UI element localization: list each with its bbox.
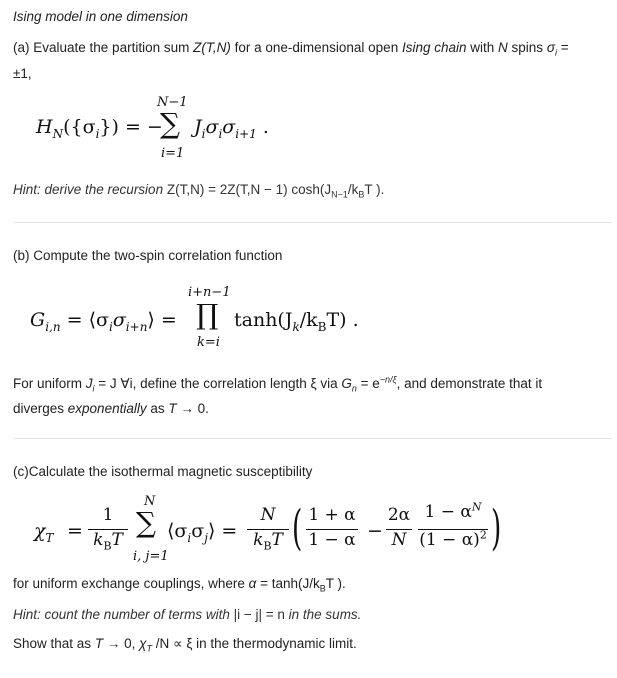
- hint-eq-sub: N−1: [331, 189, 348, 200]
- part-a-n: N: [498, 40, 508, 55]
- right-paren: ): [491, 500, 502, 556]
- frac3-den: 1 − α: [308, 530, 356, 550]
- left-paren: (: [292, 500, 303, 556]
- tanh-b: B: [317, 319, 327, 334]
- minus-sign: −: [367, 520, 383, 542]
- frac5-num: [418, 502, 488, 522]
- part-c-hint: [13, 607, 361, 622]
- frac2-b: B: [263, 539, 272, 553]
- frac1-t: T: [111, 530, 123, 550]
- part-a-text-4: spins: [507, 40, 547, 55]
- c-hint-text-2: in the sums.: [284, 607, 362, 622]
- part-a-text-5: =: [556, 40, 569, 55]
- sum-lower-limit: i=1: [161, 146, 185, 161]
- b-line1-h: , and demonstrate that it: [396, 376, 543, 391]
- c-last-b: → 0,: [103, 636, 140, 651]
- part-a-line-2: ±1,: [13, 66, 32, 81]
- b-line1-d: , define the correlation length: [132, 376, 311, 391]
- b-line2-c: → 0.: [176, 401, 209, 416]
- corr-open: ⟨σ: [167, 520, 188, 542]
- frac5-den: [418, 530, 488, 550]
- correlation-lhs: [30, 309, 177, 334]
- hamiltonian-lhs: [36, 116, 163, 141]
- part-a-text-2: for a one-dimensional open: [230, 40, 402, 55]
- hamiltonian-arg: ({σ: [63, 116, 96, 138]
- correlation-g-sub: i,n: [45, 319, 61, 334]
- b-line1-g-sub: n: [351, 383, 357, 394]
- sum-upper-limit: N−1: [157, 95, 188, 110]
- tanh-kb: /k: [299, 309, 318, 331]
- corr-j: j: [204, 530, 208, 545]
- frac1-k: k: [93, 530, 104, 550]
- c-last-d: in the thermodynamic limit.: [192, 636, 357, 651]
- correlation-g: G: [30, 309, 46, 331]
- c-line1-b: = tanh(J/k: [256, 576, 320, 591]
- c-last-c: /N ∝ ξ: [151, 636, 193, 651]
- c-last-t: T: [94, 636, 104, 651]
- b-line1-g: G: [341, 376, 352, 391]
- c-hint-label: Hint:: [13, 607, 41, 622]
- b-line2-a: diverges: [13, 401, 68, 416]
- hamiltonian-h: H: [36, 116, 53, 138]
- sum-symbol: ∑: [160, 107, 180, 140]
- product-lower-limit: k=i: [197, 335, 220, 350]
- hamiltonian-arg-sub: i: [95, 126, 100, 141]
- sum2-symbol: ∑: [136, 506, 156, 539]
- susceptibility-lhs: [34, 520, 54, 545]
- b-line1-a: For uniform: [13, 376, 86, 391]
- correlation-sigma-sub: i: [108, 319, 113, 334]
- correlation-bracket: = ⟨σ: [60, 309, 109, 331]
- part-a-z: Z(T,N): [193, 40, 231, 55]
- frac2-num: N: [260, 505, 276, 525]
- b-line1-f: = e: [356, 376, 380, 391]
- hamiltonian-end: .: [256, 116, 269, 138]
- corr-close: ⟩: [207, 520, 216, 542]
- coupling-j: J: [194, 116, 202, 138]
- c-line1-a: for uniform exchange couplings, where: [13, 576, 249, 591]
- correlation-sigma-2-sub: i+n: [125, 319, 148, 334]
- frac1-b: B: [103, 539, 112, 553]
- chi-sub: T: [45, 530, 54, 545]
- c-last-a: Show that as: [13, 636, 95, 651]
- frac1-num: 1: [102, 505, 114, 525]
- sum2-lower-limit: i, j=1: [133, 549, 169, 564]
- c-last-chi: χ: [139, 636, 147, 651]
- b-line1-j-sub: i: [92, 383, 95, 394]
- b-line1-j: J: [85, 376, 93, 391]
- divider-1: [14, 222, 612, 223]
- divider-2: [14, 438, 612, 439]
- part-a-text-1: (a) Evaluate the partition sum: [13, 40, 194, 55]
- equals-2: =: [221, 520, 238, 542]
- part-c-statement: (c)Calculate the isothermal magnetic susceptibility: [13, 464, 313, 479]
- frac2-den: [247, 530, 289, 553]
- c-line1-alpha: α: [248, 576, 257, 591]
- hint-eq-sub-2: B: [358, 189, 365, 200]
- coupling-j-sub: i: [201, 126, 206, 141]
- hamiltonian-rhs: [194, 116, 269, 141]
- corr-i: i: [187, 530, 192, 545]
- part-c-last-line: [13, 636, 357, 652]
- hint-eq-2: /k: [347, 182, 359, 197]
- frac4-den: N: [391, 530, 407, 550]
- tanh-end: T) .: [326, 309, 359, 331]
- hint-text: derive the recursion: [40, 182, 167, 197]
- hamiltonian-eq: }) = −: [99, 116, 163, 138]
- b-line1-c: = J ∀i: [94, 376, 133, 391]
- c-last-chi-sub: T: [146, 643, 152, 654]
- frac5-den-text: (1 − α): [419, 530, 480, 550]
- hint-label: Hint:: [13, 182, 41, 197]
- frac2-t: T: [271, 530, 283, 550]
- hint-eq: Z(T,N) = 2Z(T,N − 1) cosh(J: [166, 182, 332, 197]
- correlation-term: [167, 520, 238, 545]
- frac5-num-text: 1 − α: [424, 502, 472, 522]
- c-line1-c: T ).: [325, 576, 346, 591]
- page-title: Ising model in one dimension: [13, 9, 188, 24]
- part-a-sigma: σ: [546, 40, 555, 55]
- spin-sigma-2-sub: i+1: [235, 126, 257, 141]
- b-line2-exp: exponentially: [67, 401, 147, 416]
- b-line2-b: as: [146, 401, 169, 416]
- c-hint-text: count the number of terms with: [40, 607, 234, 622]
- part-b-statement: (b) Compute the two-spin correlation function: [13, 248, 283, 263]
- part-c-line-1: [13, 576, 346, 594]
- frac2-k: k: [253, 530, 264, 550]
- tanh-sub: k: [292, 319, 300, 334]
- frac4-num: 2α: [387, 505, 411, 525]
- product-upper-limit: i+n−1: [188, 285, 231, 300]
- b-line2-t: T: [168, 401, 177, 416]
- spin-sigma-1: σ: [205, 116, 219, 138]
- b-line1-xi: ξ: [310, 376, 317, 391]
- frac5-den-sup: 2: [479, 528, 487, 542]
- spin-sigma-2: σ: [222, 116, 236, 138]
- tanh-term: tanh(J: [234, 309, 293, 331]
- corr-sigma: σ: [191, 520, 205, 542]
- hint-eq-3: T ).: [364, 182, 385, 197]
- hamiltonian-n: N: [52, 126, 64, 141]
- part-a-statement: [13, 40, 569, 58]
- spin-sigma-1-sub: i: [218, 126, 223, 141]
- frac5-num-sup: N: [471, 500, 482, 514]
- frac1-den: [88, 530, 128, 553]
- part-b-line-2: [13, 401, 209, 416]
- frac3-num: 1 + α: [308, 505, 356, 525]
- b-line1-e: via: [316, 376, 342, 391]
- equals-1: =: [67, 520, 83, 542]
- correlation-eq: ⟩ =: [147, 309, 177, 331]
- correlation-sigma-2: σ: [112, 309, 126, 331]
- c-hint-eq: |i − j| = n: [233, 607, 285, 622]
- sum2-upper-limit: N: [144, 494, 156, 509]
- b-line1-sup: −n/ξ: [379, 374, 397, 385]
- product-symbol: ∏: [196, 298, 219, 331]
- part-a-hint: [13, 182, 385, 200]
- part-a-text-3: with: [466, 40, 499, 55]
- correlation-rhs: [234, 309, 359, 334]
- c-line1-sub: B: [319, 583, 326, 594]
- part-a-ising-chain: Ising chain: [401, 40, 467, 55]
- part-b-line-1: [13, 376, 542, 392]
- part-a-sigma-sub: i: [554, 47, 557, 58]
- chi-symbol: χ: [34, 520, 46, 542]
